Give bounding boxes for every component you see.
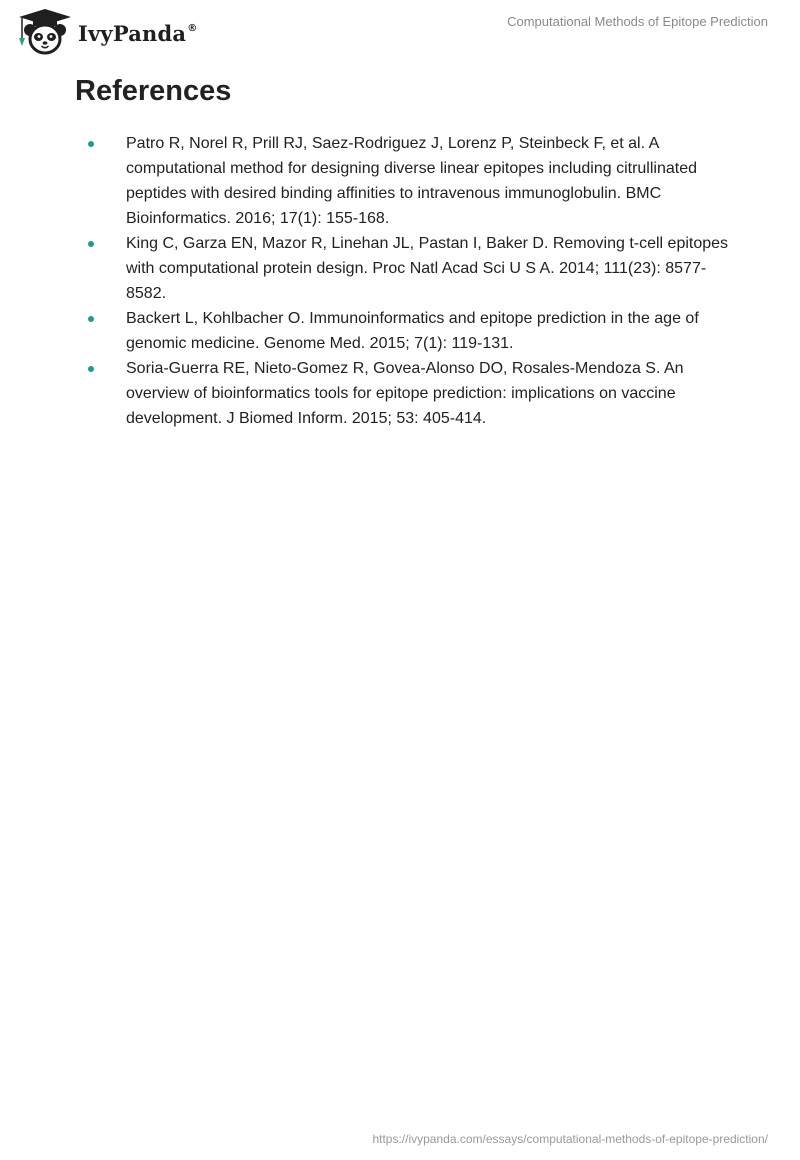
reference-item	[0, 231, 800, 306]
bullet-icon	[88, 241, 94, 247]
registered-mark: ®	[187, 22, 198, 34]
page-header	[0, 0, 800, 60]
panda-graduation-cap-icon	[16, 8, 74, 56]
bullet-icon	[88, 316, 94, 322]
ivypanda-logo[interactable]	[16, 8, 196, 56]
document-title: Computational Methods of Epitope Prediction	[507, 14, 768, 29]
reference-text: Backert L, Kohlbacher O. Immunoinformatics and epitope prediction in the age of genomic medicine. Genome Med. 2015; 7(1): 119-131.	[126, 310, 699, 352]
bullet-icon	[88, 366, 94, 372]
brand-name: IvyPanda®	[78, 20, 198, 46]
reference-item	[0, 356, 800, 431]
source-url-link[interactable]: https://ivypanda.com/essays/computational-methods-of-epitope-prediction/	[372, 1132, 768, 1146]
reference-item	[0, 131, 800, 231]
reference-list	[0, 131, 800, 431]
page-title: References	[75, 75, 232, 107]
bullet-icon	[88, 141, 94, 147]
reference-text: Patro R, Norel R, Prill RJ, Saez-Rodriguez J, Lorenz P, Steinbeck F, et al. A computational method for designing diverse linear epitopes including citrullinated peptides with desired binding affinities to intravenous immunoglobulin. BMC Bioinformatics. 2016; 17(1): 155-168.	[126, 135, 698, 227]
reference-text: King C, Garza EN, Mazor R, Linehan JL, Pastan I, Baker D. Removing t-cell epitopes with computational protein design. Proc Natl Acad Sci U S A. 2014; 111(23): 8577-8582.	[126, 235, 729, 302]
reference-text: Soria-Guerra RE, Nieto-Gomez R, Govea-Alonso DO, Rosales-Mendoza S. An overview of bioinformatics tools for epitope prediction: implications on vaccine development. J Biomed Inform. 2015; 53: 405-414.	[126, 360, 684, 427]
reference-item	[0, 306, 800, 356]
